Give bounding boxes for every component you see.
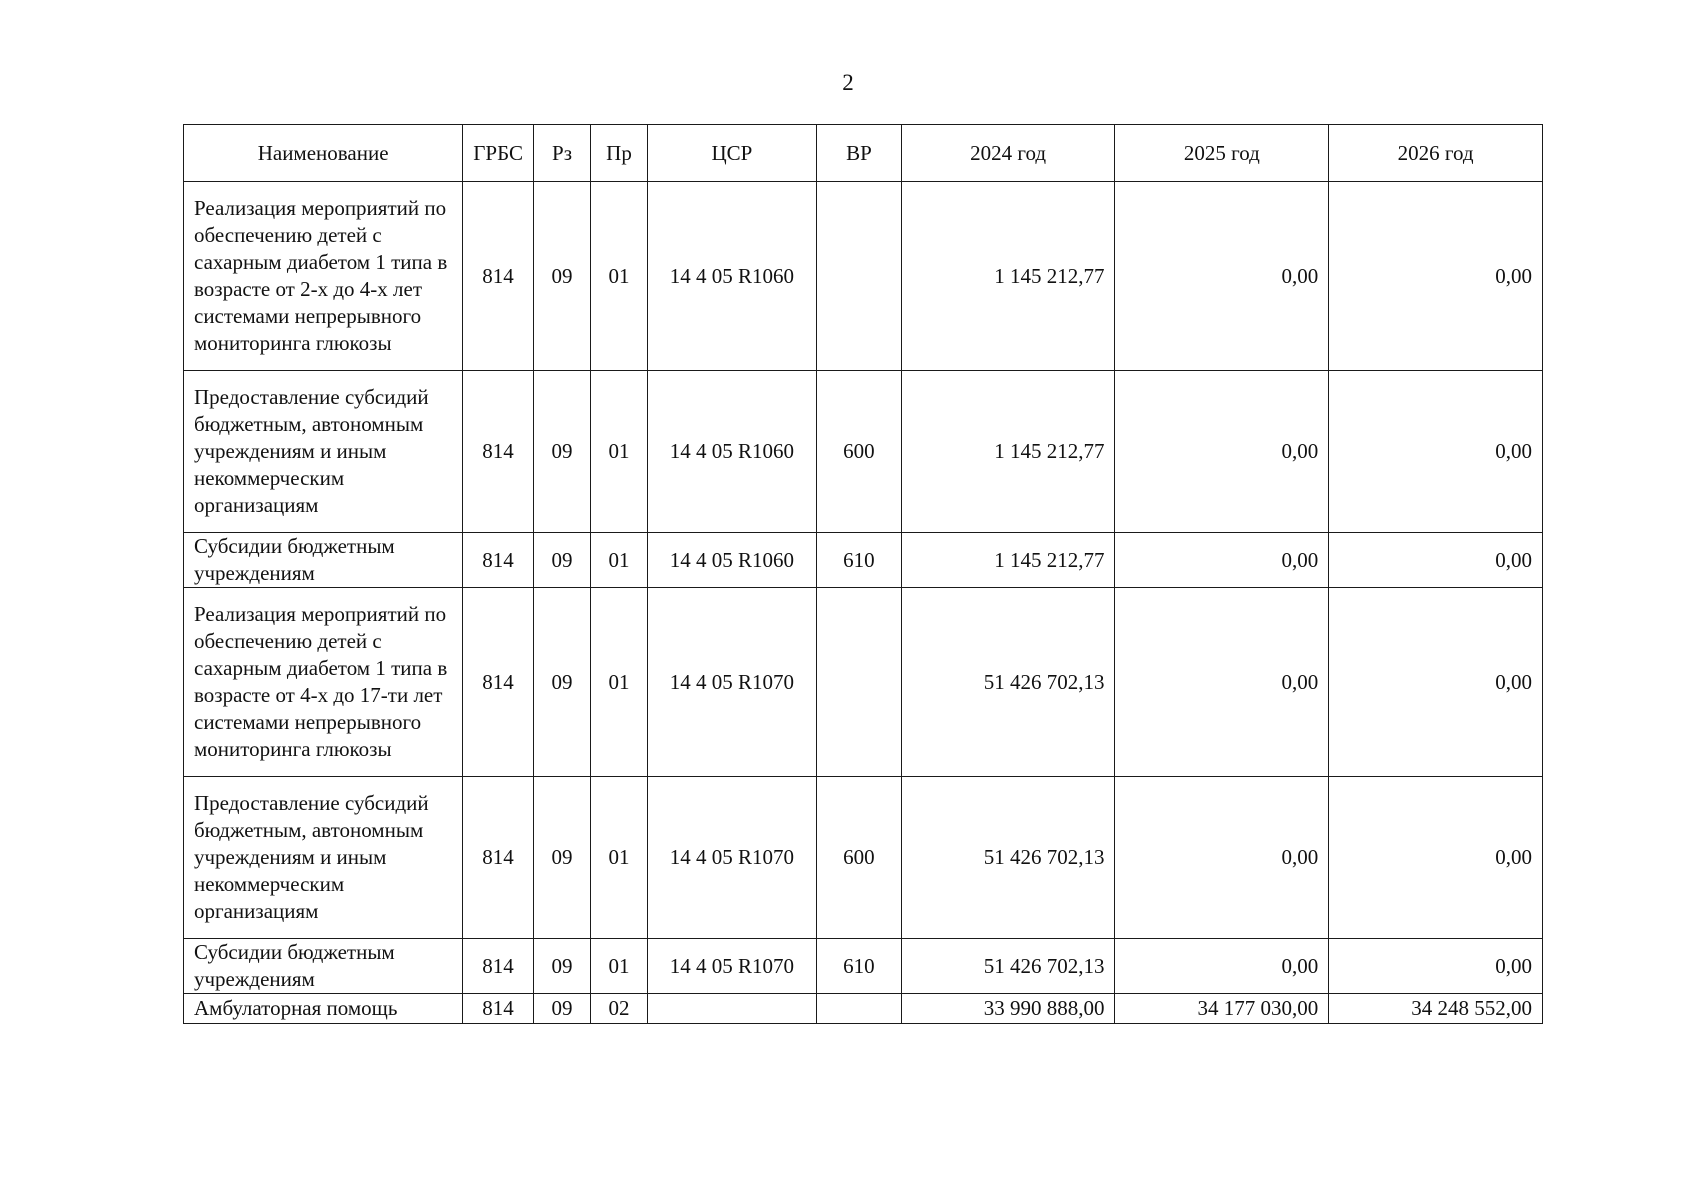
cell-pr: 01 (591, 182, 647, 371)
header-csr: ЦСР (647, 125, 816, 182)
cell-rz: 09 (533, 182, 590, 371)
cell-pr: 01 (591, 777, 647, 939)
cell-rz: 09 (533, 588, 590, 777)
cell-2024: 51 426 702,13 (901, 777, 1115, 939)
cell-2026: 34 248 552,00 (1329, 994, 1543, 1024)
table-row (184, 994, 1543, 1024)
cell-pr: 01 (591, 939, 647, 994)
cell-2024: 1 145 212,77 (901, 182, 1115, 371)
cell-name: Реализация мероприятий по обеспечению детей с сахарным диабетом 1 типа в возрасте от 2-х до 4-х лет системами непрерывного мониторинга глюкозы (184, 182, 463, 371)
cell-grbs: 814 (463, 371, 534, 533)
cell-name: Предоставление субсидий бюджетным, автономным учреждениям и иным некоммерческим организациям (184, 777, 463, 939)
cell-name: Амбулаторная помощь (184, 994, 463, 1024)
cell-pr: 01 (591, 533, 647, 588)
header-vr: ВР (817, 125, 902, 182)
cell-vr (817, 588, 902, 777)
cell-name: Субсидии бюджетным учреждениям (184, 533, 463, 588)
header-2024: 2024 год (901, 125, 1115, 182)
cell-vr: 600 (817, 777, 902, 939)
table-header-row (184, 125, 1543, 182)
cell-2026: 0,00 (1329, 588, 1543, 777)
cell-pr: 01 (591, 371, 647, 533)
table-row (184, 939, 1543, 994)
cell-rz: 09 (533, 533, 590, 588)
header-2025: 2025 год (1115, 125, 1329, 182)
cell-csr: 14 4 05 R1060 (647, 371, 816, 533)
header-2026: 2026 год (1329, 125, 1543, 182)
cell-csr (647, 994, 816, 1024)
cell-rz: 09 (533, 777, 590, 939)
cell-vr: 600 (817, 371, 902, 533)
cell-csr: 14 4 05 R1070 (647, 588, 816, 777)
cell-vr (817, 182, 902, 371)
cell-2026: 0,00 (1329, 371, 1543, 533)
cell-2024: 33 990 888,00 (901, 994, 1115, 1024)
cell-rz: 09 (533, 994, 590, 1024)
cell-csr: 14 4 05 R1060 (647, 533, 816, 588)
cell-grbs: 814 (463, 182, 534, 371)
cell-csr: 14 4 05 R1070 (647, 939, 816, 994)
cell-vr: 610 (817, 533, 902, 588)
cell-2026: 0,00 (1329, 777, 1543, 939)
header-rz: Рз (533, 125, 590, 182)
cell-grbs: 814 (463, 939, 534, 994)
cell-2024: 51 426 702,13 (901, 939, 1115, 994)
cell-2025: 34 177 030,00 (1115, 994, 1329, 1024)
cell-grbs: 814 (463, 777, 534, 939)
cell-2025: 0,00 (1115, 371, 1329, 533)
cell-vr: 610 (817, 939, 902, 994)
cell-grbs: 814 (463, 533, 534, 588)
header-name: Наименование (184, 125, 463, 182)
cell-name: Реализация мероприятий по обеспечению детей с сахарным диабетом 1 типа в возрасте от 4-х до 17-ти лет системами непрерывного мониторинга глюкозы (184, 588, 463, 777)
table-row (184, 777, 1543, 939)
cell-name: Предоставление субсидий бюджетным, автономным учреждениям и иным некоммерческим организациям (184, 371, 463, 533)
cell-2026: 0,00 (1329, 182, 1543, 371)
table-row (184, 182, 1543, 371)
cell-csr: 14 4 05 R1070 (647, 777, 816, 939)
cell-2025: 0,00 (1115, 777, 1329, 939)
cell-2024: 1 145 212,77 (901, 371, 1115, 533)
cell-vr (817, 994, 902, 1024)
cell-2025: 0,00 (1115, 533, 1329, 588)
cell-grbs: 814 (463, 588, 534, 777)
cell-csr: 14 4 05 R1060 (647, 182, 816, 371)
cell-pr: 02 (591, 994, 647, 1024)
cell-2025: 0,00 (1115, 939, 1329, 994)
page-number: 2 (842, 70, 854, 95)
cell-pr: 01 (591, 588, 647, 777)
table-row (184, 371, 1543, 533)
header-pr: Пр (591, 125, 647, 182)
table-row (184, 588, 1543, 777)
cell-2026: 0,00 (1329, 533, 1543, 588)
cell-grbs: 814 (463, 994, 534, 1024)
table-row (184, 533, 1543, 588)
budget-table (183, 124, 1543, 1024)
cell-2024: 51 426 702,13 (901, 588, 1115, 777)
cell-rz: 09 (533, 939, 590, 994)
cell-name: Субсидии бюджетным учреждениям (184, 939, 463, 994)
cell-2026: 0,00 (1329, 939, 1543, 994)
cell-2025: 0,00 (1115, 588, 1329, 777)
cell-rz: 09 (533, 371, 590, 533)
cell-2024: 1 145 212,77 (901, 533, 1115, 588)
cell-2025: 0,00 (1115, 182, 1329, 371)
header-grbs: ГРБС (463, 125, 534, 182)
